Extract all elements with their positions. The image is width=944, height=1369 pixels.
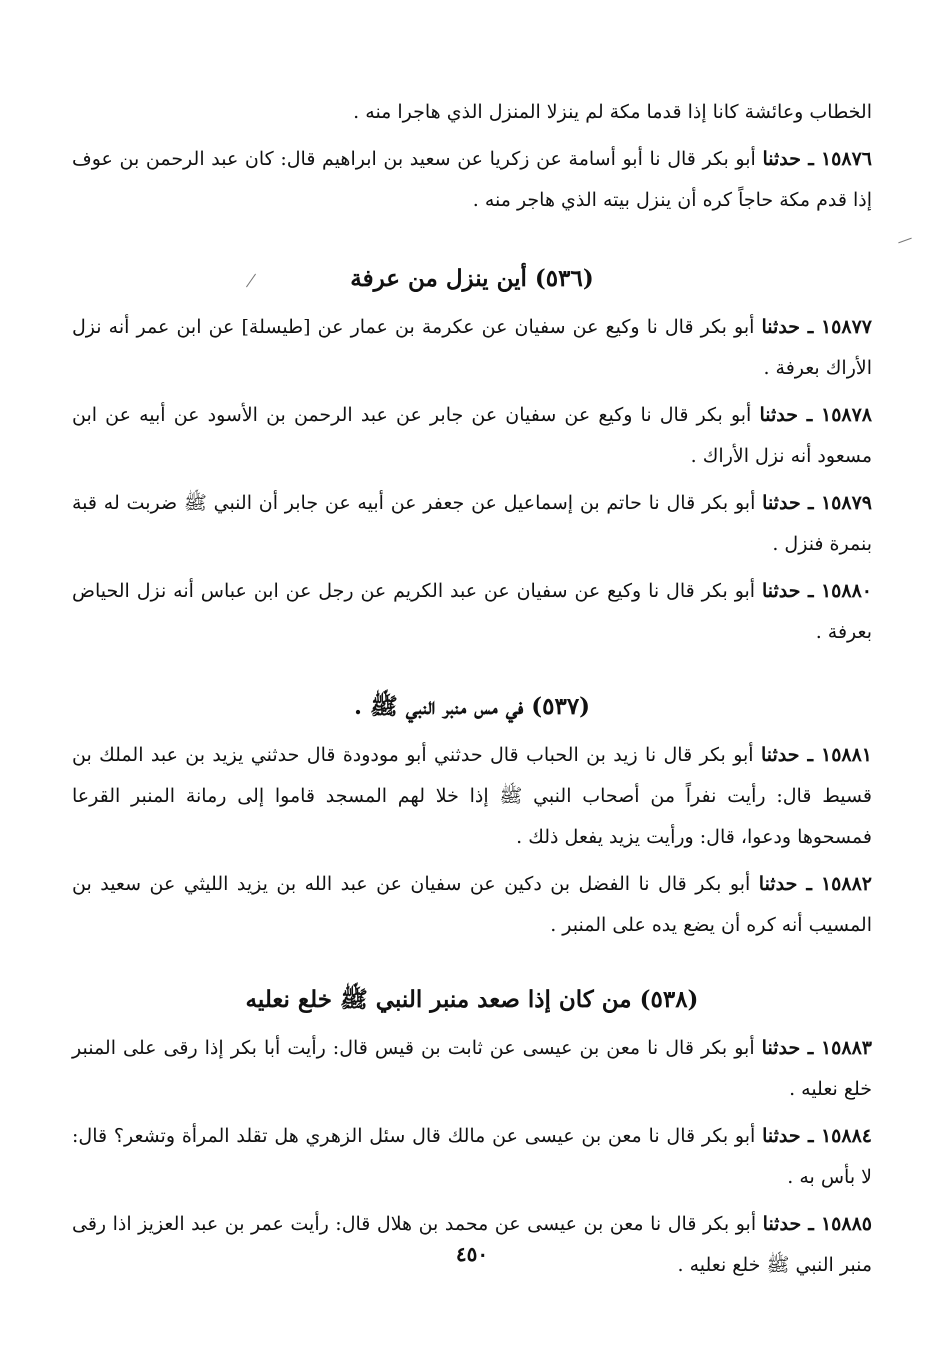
scan-mark	[898, 238, 911, 244]
paragraph-text: أبو بكر قال نا وكيع عن سفيان عن جابر عن عبد الرحمن بن الأسود عن أبيه عن ابن مسعود أنه نزل الأراك .	[72, 404, 872, 467]
hadith-number: ١٥٨٨١ ـ حدثنا	[760, 744, 873, 766]
hadith-number: ١٥٨٨٠ ـ حدثنا	[761, 580, 872, 602]
hadith-number: ١٥٨٧٦ ـ حدثنا	[762, 148, 872, 170]
hadith-paragraph	[72, 735, 872, 858]
paragraph-text: أبو بكر قال نا وكيع عن سفيان عن عكرمة بن عمار عن [طيسلة] عن ابن عمر أنه نزل الأراك بعرفة .	[72, 316, 872, 379]
paragraph-text: الخطاب وعائشة كانا إذا قدما مكة لم ينزلا المنزل الذي هاجرا منه .	[353, 101, 872, 123]
paragraph-text: أبو بكر قال نا وكيع عن سفيان عن عبد الكريم عن رجل عن ابن عباس أنه نزل الحياض بعرفة .	[72, 580, 872, 643]
hadith-paragraph	[72, 483, 872, 565]
hadith-paragraph	[72, 92, 872, 133]
hadith-paragraph	[72, 139, 872, 221]
paragraph-text: أبو بكر قال نا أبو أسامة عن زكريا عن سعيد بن ابراهيم قال: كان عبد الرحمن بن عوف إذا قدم مكة حاجاً كره أن ينزل بيته الذي هاجر منه .	[72, 148, 872, 211]
hadith-number: ١٥٨٨٢ ـ حدثنا	[758, 873, 872, 895]
hadith-number: ١٥٨٧٧ ـ حدثنا	[761, 316, 872, 338]
chapter-heading: (٥٣٦) أين ينزل من عرفة	[350, 265, 594, 292]
paragraph-text: أبو بكر قال نا حاتم بن إسماعيل عن جعفر عن أبيه عن جابر أن النبي ﷺ ضربت له قبة بنمرة فنزل .	[72, 492, 872, 555]
hadith-number: ١٥٨٨٤ ـ حدثنا	[762, 1125, 872, 1147]
paragraph-text: أبو بكر قال نا الفضل بن دكين عن سفيان عن عبد الله بن يزيد الليثي عن سعيد بن المسيب أنه كره أن يضع يده على المنبر .	[72, 873, 872, 936]
chapter-heading: (٥٣٨) من كان إذا صعد منبر النبي ﷺ خلع نعليه	[245, 986, 699, 1013]
hadith-paragraph	[72, 571, 872, 653]
paragraph-text: أبو بكر قال نا زيد بن الحباب قال حدثني أبو مودودة قال حدثني يزيد بن عبد الملك بن قسيط قال: رأيت نفراً من أصحاب النبي ﷺ إذا خلا لهم المسجد قاموا إلى رمانة المنبر القرعا فمسحوها ودعوا، قال: ورأيت يزيد يفعل ذلك .	[72, 744, 872, 848]
paragraph-text: أبو بكر قال نا معن بن عيسى عن مالك قال سئل الزهري هل تقلد المرأة وتشعر؟ قال: لا بأس به .	[72, 1125, 872, 1188]
hadith-number: ١٥٨٧٩ ـ حدثنا	[762, 492, 872, 514]
hadith-paragraph	[72, 864, 872, 946]
page-number: ٤٥٠	[455, 1242, 489, 1266]
hadith-number: ١٥٨٨٣ ـ حدثنا	[761, 1037, 872, 1059]
paragraph-text: أبو بكر قال نا معن بن عيسى عن ثابت بن قيس قال: رأيت أبا بكر إذا رقى على المنبر خلع نعليه .	[72, 1037, 872, 1100]
hadith-paragraph	[72, 1028, 872, 1110]
hadith-paragraph	[72, 395, 872, 477]
hadith-number: ١٥٨٧٨ ـ حدثنا	[759, 404, 873, 426]
page-body	[72, 92, 872, 1292]
chapter-heading: (٥٣٧) في مس منبر النبي ﷺ .	[353, 693, 591, 720]
hadith-number: ١٥٨٨٥ ـ حدثنا	[762, 1213, 872, 1235]
paragraph-text: أبو بكر قال نا معن بن عيسى عن محمد بن هلال قال: رأيت عمر بن عبد العزيز اذا رقى منبر النبي ﷺ خلع نعليه .	[72, 1213, 872, 1276]
hadith-paragraph	[72, 1116, 872, 1198]
hadith-paragraph	[72, 307, 872, 389]
